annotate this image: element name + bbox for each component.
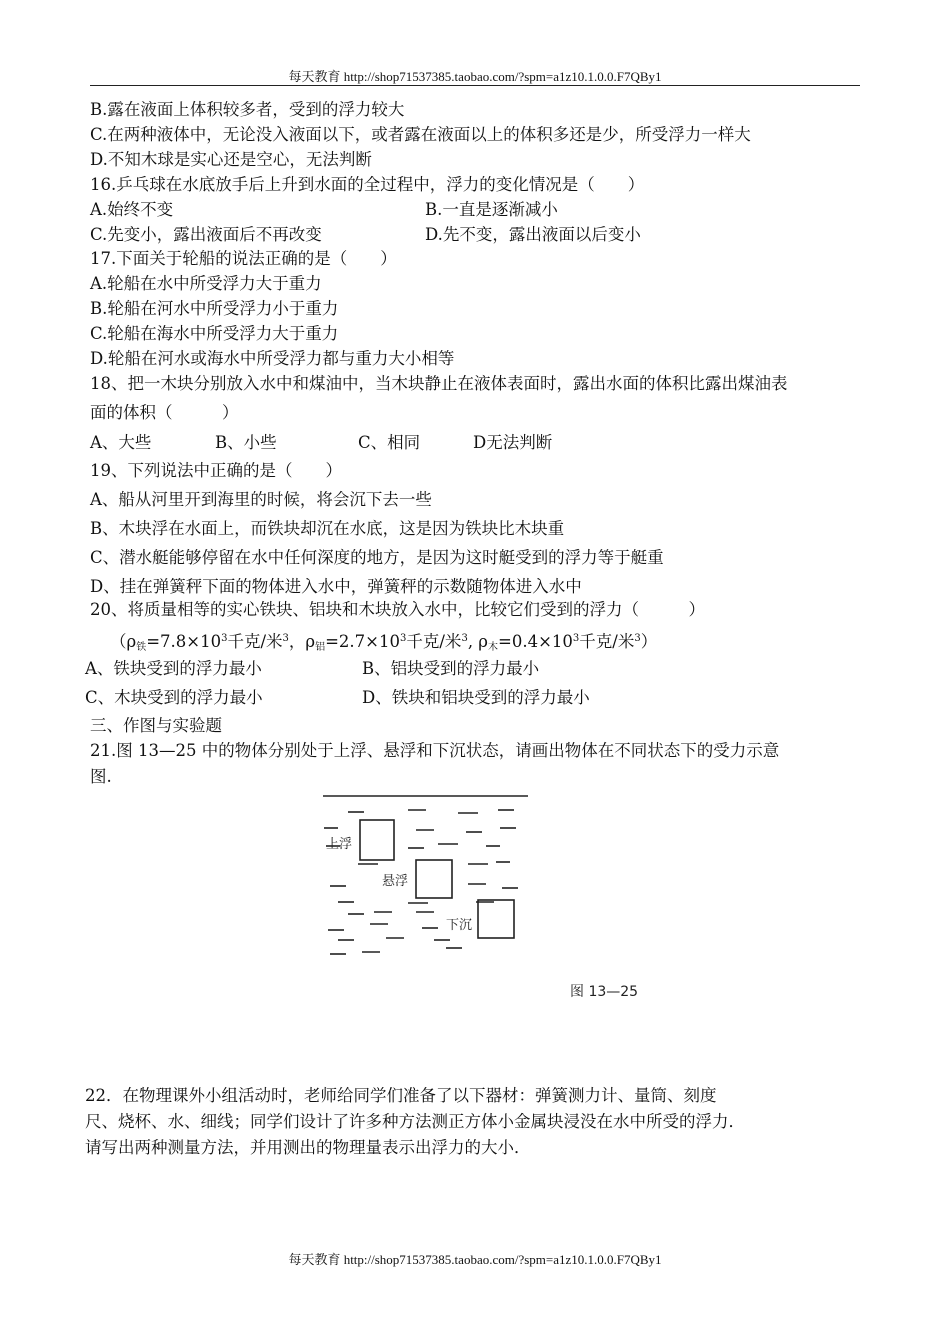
q16-option-b: B.一直是逐渐减小 [425,200,558,219]
header-rule [90,85,860,86]
q16-option-c: C.先变小，露出液面后不再改变 [90,225,322,244]
question-16: 16.乒乓球在水底放手后上升到水面的全过程中，浮力的变化情况是（ ） [90,175,645,194]
question-21-line1: 21.图 13—25 中的物体分别处于上浮、悬浮和下沉状态，请画出物体在不同状态下的受力示意 [90,741,780,760]
q19-option-b: B、木块浮在水面上，而铁块却沉在水底，这是因为铁块比木块重 [90,519,565,538]
q16-option-a: A.始终不变 [90,200,174,219]
question-20: 20、将质量相等的实心铁块、铝块和木块放入水中，比较它们受到的浮力（ ） [90,600,705,619]
q17-option-d: D.轮船在河水或海水中所受浮力都与重力大小相等 [90,349,455,368]
water-dashes [324,810,518,954]
section-3-heading: 三、作图与实验题 [90,716,222,735]
option-b: B.露在液面上体积较多者，受到的浮力较大 [90,100,405,119]
q18-option-d: D无法判断 [473,433,553,452]
q18-option-c: C、相同 [358,433,421,452]
q20-option-d: D、铁块和铝块受到的浮力最小 [362,688,590,707]
question-17: 17.下面关于轮船的说法正确的是（ ） [90,249,397,268]
q20-option-b: B、铝块受到的浮力最小 [362,659,540,678]
q16-option-d: D.先不变，露出液面以后变小 [425,225,641,244]
floating-block [360,820,394,860]
question-22-line2: 尺、烧杯、水、细线；同学们设计了许多种方法测正方体小金属块浸没在水中所受的浮力． [85,1112,745,1131]
q19-option-a: A、船从河里开到海里的时候，将会沉下去一些 [90,490,432,509]
q17-option-c: C.轮船在海水中所受浮力大于重力 [90,324,339,343]
q18-option-b: B、小些 [215,433,277,452]
page-header: 每天教育 http://shop71537385.taobao.com/?spm=a1z10.1.0.0.F7QBy1 [288,69,662,84]
label-floating: 上浮 [326,837,353,852]
question-19: 19、下列说法中正确的是（ ） [90,461,342,480]
q20-option-a: A、铁块受到的浮力最小 [85,659,262,678]
figure-caption: 图 13—25 [570,984,639,1000]
q20-density-values: （$\rho_铁=7.8\times 10^3$千克/米$^3$，$\rho_铝=2.7\times 10^3$千克/米$^3$, $\rho_木=0.4\times 10^3$千克/米$^3$） [110,632,658,653]
q17-option-a: A.轮船在水中所受浮力大于重力 [90,274,322,293]
page-footer: 每天教育 http://shop71537385.taobao.com/?spm=a1z10.1.0.0.F7QBy1 [288,1252,662,1267]
label-sinking: 下沉 [446,918,473,933]
question-18-line1: 18、把一木块分别放入水中和煤油中，当木块静止在液体表面时，露出水面的体积比露出煤油表 [90,374,788,393]
q18-option-a: A、大些 [90,433,152,452]
q20-option-c: C、木块受到的浮力最小 [85,688,263,707]
question-18-line2: 面的体积（ ） [90,403,239,422]
question-22-line1: 22．在物理课外小组活动时，老师给同学们准备了以下器材：弹簧测力计、量筒、刻度 [85,1086,717,1105]
option-d: D.不知木球是实心还是空心，无法判断 [90,150,372,169]
question-21-line2: 图. [90,767,112,786]
sinking-block [478,900,514,938]
figure-13-25 [318,788,668,1008]
question-22-line3: 请写出两种测量方法，并用测出的物理量表示出浮力的大小． [85,1138,531,1157]
option-c: C.在两种液体中，无论没入液面以下，或者露在液面以上的体积多还是少，所受浮力一样大 [90,125,751,144]
q17-option-b: B.轮船在河水中所受浮力小于重力 [90,299,339,318]
q19-option-c: C、潜水艇能够停留在水中任何深度的地方，是因为这时艇受到的浮力等于艇重 [90,548,664,567]
q19-option-d: D、挂在弹簧秤下面的物体进入水中，弹簧秤的示数随物体进入水中 [90,577,582,596]
suspended-block [416,860,452,898]
label-suspended: 悬浮 [382,874,409,889]
